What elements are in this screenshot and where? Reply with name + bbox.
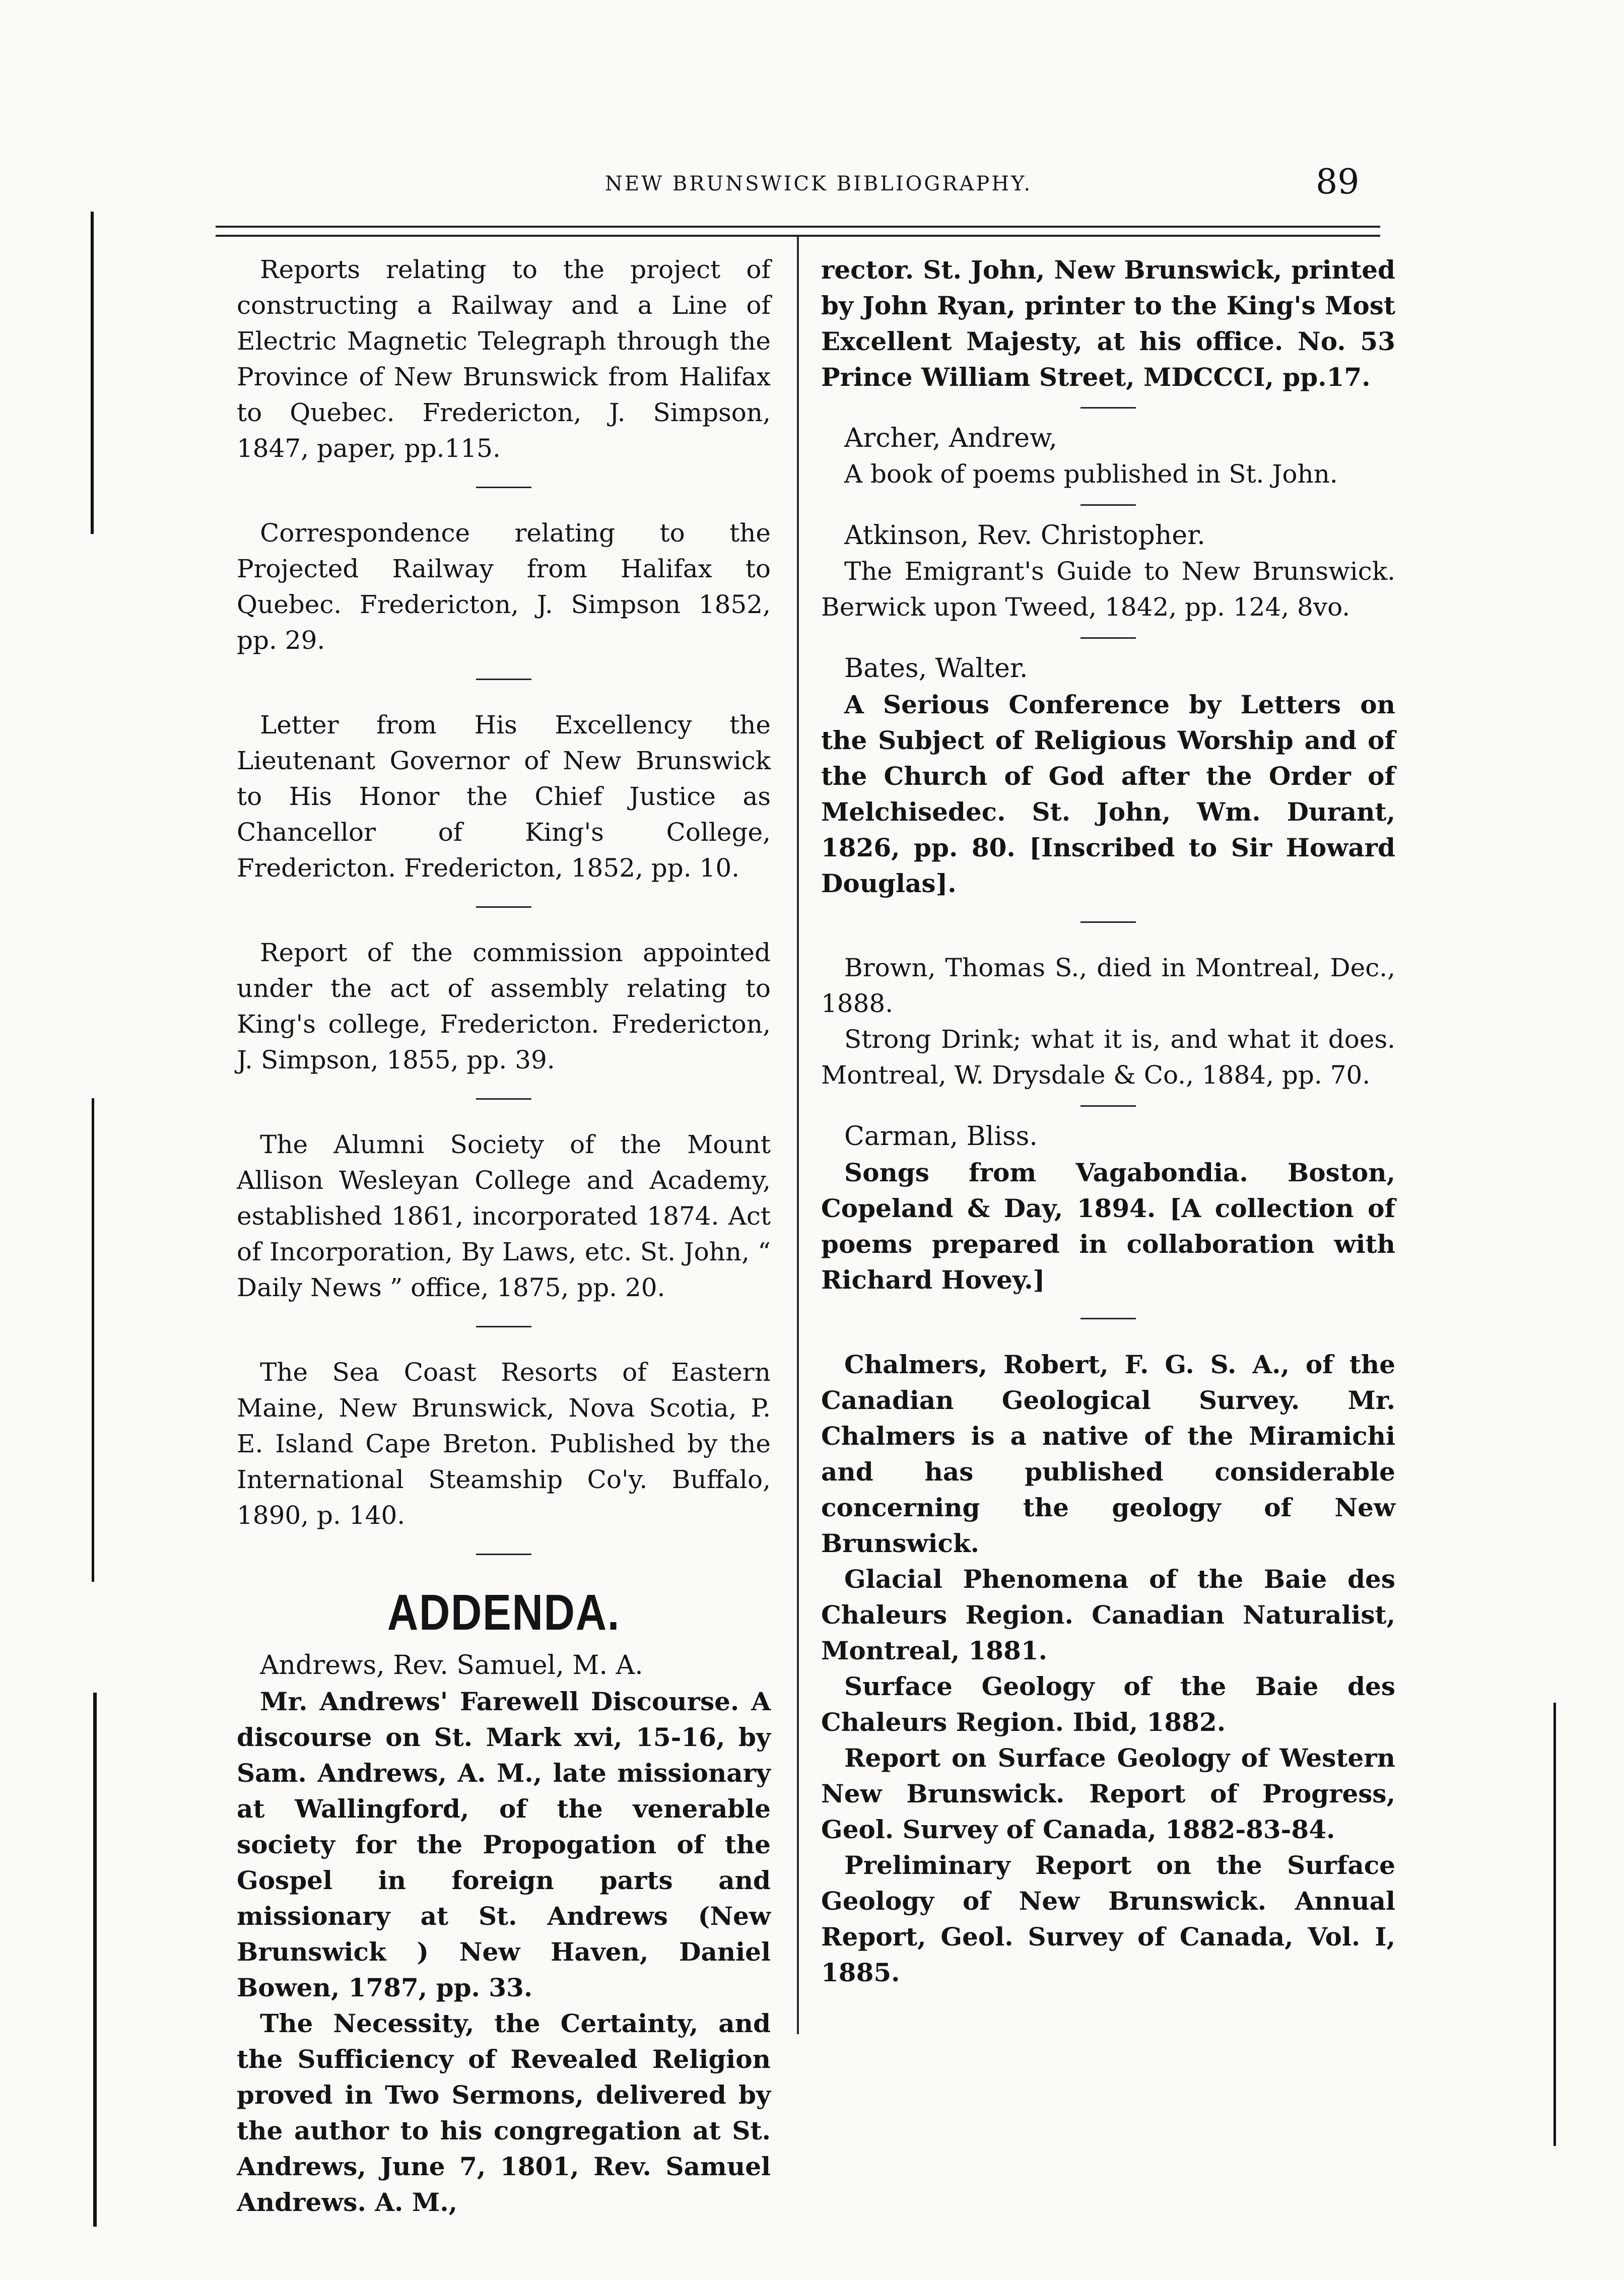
bibliography-entry: Letter from His Excellency the Lieutenant Governor of New Brunswick to His Honor the Chief Justice as Chancellor of King's College, Fredericton. Fredericton, 1852, pp. 10. <box>237 710 771 883</box>
entry-separator <box>476 1326 531 1327</box>
running-title: NEW BRUNSWICK BIBLIOGRAPHY. <box>604 172 1033 195</box>
bibliography-entry: Strong Drink; what it is, and what it does. Montreal, W. Drysdale & Co., 1884, pp. 70. <box>821 1025 1395 1090</box>
bibliography-entry: Reports relating to the project of constructing a Railway and a Line of Electric Magnetic Telegraph through the Province of New Brunswick from Halifax to Quebec. Fredericton, J. Simpson, 1847, paper, pp.115. <box>237 255 771 463</box>
bibliography-entry: Surface Geology of the Baie des Chaleurs Region. Ibid, 1882. <box>821 1671 1395 1737</box>
bibliography-entry: Report on Surface Geology of Western New Brunswick. Report of Progress, Geol. Survey of Canada, 1882-83-84. <box>821 1743 1395 1844</box>
margin-binding-mark <box>1553 1703 1556 2146</box>
bibliography-entry: Preliminary Report on the Surface Geology of New Brunswick. Annual Report, Geol. Survey of Canada, Vol. I, 1885. <box>821 1850 1395 1987</box>
left-column <box>237 252 771 2220</box>
bibliography-entry: The Emigrant's Guide to New Brunswick. Berwick upon Tweed, 1842, pp. 124, 8vo. <box>821 557 1395 622</box>
author-heading: Atkinson, Rev. Christopher. <box>844 520 1205 551</box>
author-heading: Bates, Walter. <box>844 653 1028 684</box>
bibliography-entry: The Necessity, the Certainty, and the Sufficiency of Revealed Religion proved in Two Sermons, delivered by the author to his congregation at St. Andrews, June 7, 1801, Rev. Samuel Andrews. A. M., <box>237 2008 771 2217</box>
author-heading: Andrews, Rev. Samuel, M. A. <box>260 1650 643 1681</box>
entry-separator <box>1080 407 1136 409</box>
bibliography-entry: The Sea Coast Resorts of Eastern Maine, New Brunswick, Nova Scotia, P. E. Island Cape Breton. Published by the International Steamship Co'y. Buffalo, 1890, p. 140. <box>237 1358 771 1530</box>
page-header <box>0 162 1624 218</box>
entry-separator <box>1080 504 1136 506</box>
author-heading: Carman, Bliss. <box>844 1121 1038 1152</box>
bibliography-entry: Songs from Vagabondia. Boston, Copeland & Day, 1894. [A collection of poems prepared in collaboration with Richard Hovey.] <box>821 1158 1395 1295</box>
author-heading: Archer, Andrew, <box>844 423 1057 453</box>
bibliography-entry: Glacial Phenomena of the Baie des Chaleurs Region. Canadian Naturalist, Montreal, 1881. <box>821 1564 1395 1665</box>
bibliography-entry: A Serious Conference by Letters on the Subject of Religious Worship and of the Church of God after the Order of Melchisedec. St. John, Wm. Durant, 1826, pp. 80. [Inscribed to Sir Howard Douglas]. <box>821 690 1395 898</box>
entry-separator <box>1080 921 1136 923</box>
entry-separator <box>1080 1318 1136 1319</box>
entry-separator <box>476 679 531 680</box>
entry-separator <box>476 1554 531 1555</box>
right-column <box>821 252 1395 1990</box>
entry-separator <box>476 906 531 908</box>
page-number: 89 <box>1316 162 1360 202</box>
bibliography-entry: Report of the commission appointed under the act of assembly relating to King's college, Fredericton. Fredericton, J. Simpson, 1855, pp. 39. <box>237 938 771 1075</box>
bibliography-entry: Correspondence relating to the Projected Railway from Halifax to Quebec. Fredericton, J. Simpson 1852, pp. 29. <box>237 518 771 655</box>
entry-separator <box>1080 1105 1136 1107</box>
entry-separator <box>1080 637 1136 639</box>
author-heading: Chalmers, Robert, F. G. S. A., of the Canadian Geological Survey. Mr. Chalmers is a native of the Miramichi and has published considerable concerning the geology of New Brunswick. <box>821 1350 1395 1558</box>
margin-binding-mark <box>91 212 94 534</box>
entry-separator <box>476 1098 531 1100</box>
margin-binding-mark <box>92 1098 94 1582</box>
entry-separator <box>476 487 531 488</box>
margin-binding-mark <box>93 1693 97 2227</box>
addenda-heading: ADDENDA. <box>387 1584 621 1641</box>
bibliography-entry: The Alumni Society of the Mount Allison Wesleyan College and Academy, established 1861, incorporated 1874. Act of Incorporation, By Laws, etc. St. John, “ Daily News ” office, 1875, pp. 20. <box>237 1130 771 1302</box>
header-rule-top <box>216 226 1380 228</box>
column-divider <box>797 237 799 2034</box>
author-heading: Brown, Thomas S., died in Montreal, Dec., 1888. <box>821 953 1395 1018</box>
bibliography-entry: A book of poems published in St. John. <box>844 459 1338 489</box>
bibliography-entry: Mr. Andrews' Farewell Discourse. A discourse on St. Mark xvi, 15-16, by Sam. Andrews, A. M., late missionary at Wallingford, of the venerable society for the Propogation of the Gospel in foreign parts and missionary at St. Andrews (New Brunswick ) New Haven, Daniel Bowen, 1787, pp. 33. <box>237 1687 771 2002</box>
continued-entry: rector. St. John, New Brunswick, printed by John Ryan, printer to the King's Most Excellent Majesty, at his office. No. 53 Prince William Street, MDCCCI, pp.17. <box>821 255 1395 392</box>
